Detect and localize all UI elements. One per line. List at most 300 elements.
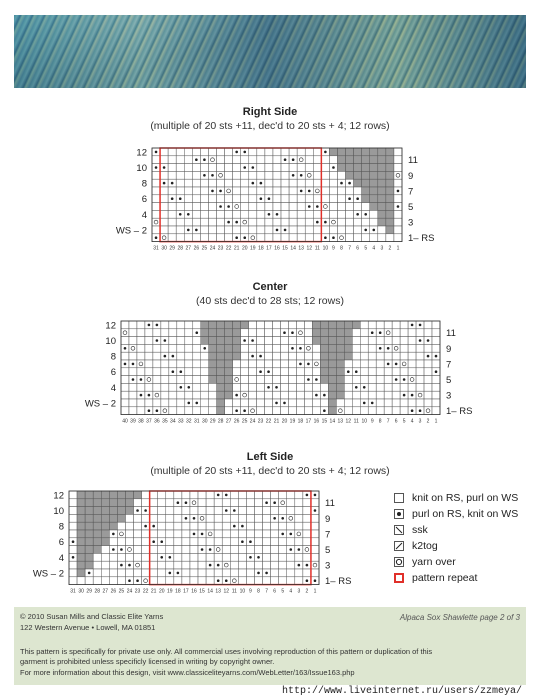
stitch-cell	[69, 561, 77, 569]
stitch-cell	[246, 569, 254, 577]
stitch-cell	[303, 530, 311, 538]
purl-dot-icon	[281, 517, 284, 520]
no-stitch-cell	[93, 499, 101, 507]
stitch-cell	[134, 530, 142, 538]
stitch-cell	[182, 530, 190, 538]
stitch-cell	[238, 507, 246, 515]
stitch-number: 13	[215, 588, 221, 595]
address: 122 Western Avenue • Lowell, MA 01851	[20, 623, 156, 632]
stitch-number: 12	[345, 418, 352, 425]
stitch-cell	[182, 577, 190, 585]
stitch-cell	[158, 577, 166, 585]
stitch-cell	[190, 569, 198, 577]
stitch-number: 2	[305, 588, 309, 595]
stitch-cell	[198, 538, 206, 546]
purl-dot-icon	[225, 579, 228, 582]
stitch-cell	[69, 522, 77, 530]
stitch-cell	[198, 569, 206, 577]
purl-dot-icon	[314, 579, 317, 582]
stitch-number: 4	[372, 245, 376, 252]
stitch-cell	[214, 569, 222, 577]
stitch-cell	[206, 491, 214, 499]
stitch-cell	[214, 538, 222, 546]
stitch-cell	[166, 491, 174, 499]
purl-dot-icon	[265, 501, 268, 504]
stitch-cell	[230, 553, 238, 561]
stitch-cell	[311, 538, 319, 546]
stitch-cell	[271, 561, 279, 569]
stitch-cell	[142, 553, 150, 561]
stitch-number: 14	[207, 588, 213, 595]
purl-dot-icon	[112, 533, 115, 536]
stitch-number: 17	[266, 245, 272, 252]
stitch-cell	[279, 522, 287, 530]
stitch-cell	[134, 561, 142, 569]
no-stitch-cell	[101, 491, 109, 499]
stitch-cell	[230, 514, 238, 522]
stitch-cell	[198, 491, 206, 499]
legend-item	[392, 506, 518, 522]
ssk-icon	[392, 525, 406, 535]
purl-dot-icon	[233, 509, 236, 512]
stitch-cell	[69, 514, 77, 522]
stitch-cell	[166, 522, 174, 530]
stitch-number: 30	[161, 245, 167, 252]
stitch-number: 7	[265, 588, 268, 595]
stitch-cell	[246, 561, 254, 569]
no-stitch-cell	[125, 507, 133, 515]
stitch-cell	[295, 538, 303, 546]
stitch-cell	[182, 538, 190, 546]
stitch-number: 7	[348, 245, 351, 252]
purl-dot-icon	[169, 556, 172, 559]
stitch-cell	[263, 561, 271, 569]
legend-label: ssk	[412, 524, 428, 536]
stitch-cell	[125, 530, 133, 538]
stitch-cell	[279, 553, 287, 561]
purl-dot-icon	[233, 525, 236, 528]
stitch-cell	[142, 561, 150, 569]
purl-dot-icon	[185, 501, 188, 504]
stitch-cell	[158, 530, 166, 538]
stitch-cell	[166, 499, 174, 507]
stitch-cell	[174, 530, 182, 538]
no-stitch-cell	[117, 499, 125, 507]
stitch-number: 25	[241, 418, 248, 425]
stitch-cell	[69, 569, 77, 577]
stitch-cell	[295, 522, 303, 530]
purl-dot-icon	[160, 556, 163, 559]
stitch-cell	[214, 530, 222, 538]
stitch-cell	[214, 514, 222, 522]
stitch-cell	[158, 569, 166, 577]
stitch-cell	[311, 530, 319, 538]
stitch-cell	[117, 530, 125, 538]
stitch-cell	[238, 514, 246, 522]
stitch-cell	[271, 538, 279, 546]
stitch-cell	[117, 577, 125, 585]
stitch-cell	[134, 538, 142, 546]
no-stitch-cell	[134, 491, 142, 499]
no-stitch-cell	[93, 491, 101, 499]
stitch-cell	[238, 569, 246, 577]
no-stitch-cell	[77, 561, 85, 569]
row-label: 10	[53, 506, 64, 517]
stitch-cell	[150, 514, 158, 522]
stitch-cell	[206, 507, 214, 515]
stitch-number: 17	[183, 588, 189, 595]
stitch-cell	[254, 499, 262, 507]
purl-dot-icon	[257, 572, 260, 575]
stitch-cell	[311, 514, 319, 522]
stitch-number: 13	[337, 418, 344, 425]
purl-dot-icon	[152, 540, 155, 543]
more-info: For more information about this design, visit www.classiceliteyarns.com/WebLetter/163/Issue163.php	[20, 668, 355, 677]
stitch-cell	[254, 577, 262, 585]
stitch-cell	[279, 538, 287, 546]
stitch-cell	[271, 569, 279, 577]
legend-label: purl on RS, knit on WS	[412, 508, 519, 520]
stitch-cell	[206, 514, 214, 522]
stitch-cell	[190, 553, 198, 561]
stitch-cell	[182, 507, 190, 515]
stitch-number: 40	[122, 418, 128, 425]
stitch-cell	[303, 499, 311, 507]
stitch-number: 28	[177, 245, 184, 252]
row-label: 6	[110, 367, 116, 379]
purl-dot-icon	[177, 572, 180, 575]
row-label: WS – 2	[32, 568, 64, 580]
stitch-cell	[238, 553, 246, 561]
row-label: 5	[446, 375, 452, 386]
stitch-cell	[109, 577, 117, 585]
stitch-cell	[174, 507, 182, 515]
purl-dot-icon	[314, 494, 317, 497]
stitch-cell	[311, 522, 319, 530]
stitch-number: 20	[281, 418, 288, 425]
stitch-number: 28	[94, 588, 101, 595]
no-stitch-cell	[117, 514, 125, 522]
purl-dot-icon	[209, 548, 212, 551]
stitch-cell	[93, 553, 101, 561]
purl-dot-icon	[249, 556, 252, 559]
no-stitch-cell	[117, 507, 125, 515]
stitch-cell	[198, 522, 206, 530]
copyright: © 2010 Susan Mills and Classic Elite Yarns	[20, 612, 164, 621]
stitch-cell	[230, 499, 238, 507]
stitch-cell	[295, 514, 303, 522]
stitch-number: 3	[297, 588, 301, 595]
stitch-cell	[295, 507, 303, 515]
purl-dot-icon	[273, 501, 276, 504]
stitch-cell	[182, 491, 190, 499]
row-label: 3	[446, 390, 452, 402]
stitch-cell	[311, 499, 319, 507]
stitch-number: 31	[153, 245, 159, 252]
purl-dot-icon	[298, 564, 301, 567]
legend-label: yarn over	[412, 556, 456, 568]
stitch-cell	[174, 553, 182, 561]
stitch-cell	[190, 577, 198, 585]
purl-dot-icon	[225, 509, 228, 512]
stitch-cell	[150, 569, 158, 577]
stitch-cell	[279, 491, 287, 499]
legend-item	[392, 522, 518, 538]
stitch-cell	[238, 499, 246, 507]
stitch-cell	[190, 546, 198, 554]
stitch-cell	[198, 553, 206, 561]
no-stitch-cell	[109, 499, 117, 507]
stitch-number: 6	[273, 588, 277, 595]
stitch-cell	[254, 522, 262, 530]
no-stitch-cell	[77, 538, 85, 546]
stitch-number: 15	[321, 418, 328, 425]
stitch-number: 5	[402, 418, 406, 425]
stitch-number: 14	[329, 418, 336, 425]
no-stitch-cell	[85, 530, 93, 538]
stitch-number: 12	[223, 588, 230, 595]
stitch-cell	[246, 514, 254, 522]
stitch-cell	[238, 546, 246, 554]
stitch-cell	[182, 546, 190, 554]
stitch-cell	[101, 561, 109, 569]
stitch-cell	[125, 538, 133, 546]
stitch-cell	[182, 553, 190, 561]
stitch-number: 35	[162, 418, 168, 425]
row-label: 5	[325, 545, 331, 556]
stitch-number: 13	[298, 245, 304, 252]
purl-dot-icon	[249, 540, 252, 543]
purl-dot-icon	[144, 509, 147, 512]
stitch-cell	[214, 507, 222, 515]
stitch-number: 4	[289, 588, 293, 595]
stitch-cell	[287, 491, 295, 499]
no-stitch-cell	[77, 546, 85, 554]
stitch-cell	[142, 538, 150, 546]
no-stitch-cell	[117, 491, 125, 499]
no-stitch-cell	[85, 522, 93, 530]
purl-dot-icon	[152, 525, 155, 528]
stitch-cell	[263, 507, 271, 515]
stitch-cell	[77, 577, 85, 585]
stitch-cell	[150, 499, 158, 507]
stitch-number: 24	[126, 588, 133, 595]
stitch-cell	[166, 546, 174, 554]
no-stitch-cell	[85, 538, 93, 546]
stitch-cell	[150, 553, 158, 561]
stitch-number: 34	[170, 418, 176, 425]
stitch-cell	[150, 530, 158, 538]
row-label: 11	[325, 498, 335, 510]
stitch-cell	[150, 507, 158, 515]
stitch-cell	[214, 499, 222, 507]
stitch-cell	[150, 491, 158, 499]
purl-dot-icon	[72, 540, 75, 543]
stitch-number: 26	[233, 418, 240, 425]
row-label: 8	[58, 521, 64, 533]
purl-dot-icon	[217, 494, 220, 497]
stitch-number: 26	[110, 588, 117, 595]
purl-dot-icon	[201, 548, 204, 551]
stitch-cell	[254, 538, 262, 546]
stitch-cell	[158, 561, 166, 569]
purl-dot-icon	[193, 517, 196, 520]
no-stitch-cell	[85, 514, 93, 522]
legend-item	[392, 490, 518, 506]
stitch-cell	[158, 522, 166, 530]
stitch-cell	[222, 569, 230, 577]
stitch-cell	[174, 577, 182, 585]
stitch-cell	[287, 514, 295, 522]
stitch-cell	[246, 507, 254, 515]
stitch-cell	[166, 538, 174, 546]
stitch-number: 9	[249, 588, 252, 595]
purl-dot-icon	[265, 572, 268, 575]
stitch-cell	[174, 561, 182, 569]
stitch-number: 33	[178, 418, 184, 425]
row-label: 3	[325, 560, 331, 572]
purl-dot-icon	[169, 572, 172, 575]
stitch-cell	[230, 577, 238, 585]
stitch-number: 9	[370, 418, 374, 425]
no-stitch-cell	[109, 514, 117, 522]
stitch-cell	[174, 546, 182, 554]
stitch-cell	[109, 553, 117, 561]
stitch-cell	[279, 499, 287, 507]
stitch-cell	[158, 499, 166, 507]
stitch-number: 30	[201, 418, 208, 425]
row-label: 12	[105, 320, 116, 332]
purl-dot-icon	[241, 540, 244, 543]
stitch-number: 25	[201, 245, 208, 252]
stitch-cell	[279, 577, 287, 585]
stitch-cell	[303, 522, 311, 530]
stitch-cell	[69, 499, 77, 507]
stitch-number: 5	[281, 588, 285, 595]
stitch-cell	[182, 561, 190, 569]
stitch-number: 6	[356, 245, 360, 252]
row-label: 9	[408, 170, 414, 182]
no-stitch-cell	[85, 561, 93, 569]
stitch-number: 17	[305, 418, 312, 425]
stitch-cell	[125, 569, 133, 577]
legend-item	[392, 554, 518, 570]
legend-item	[392, 538, 518, 554]
row-label: 7	[446, 359, 452, 371]
purl-dot-icon	[314, 509, 317, 512]
stitch-number: 38	[138, 418, 144, 425]
stitch-cell	[254, 561, 262, 569]
stitch-cell	[182, 522, 190, 530]
stitch-cell	[295, 499, 303, 507]
stitch-cell	[142, 569, 150, 577]
stitch-cell	[166, 561, 174, 569]
yarn-over-icon	[392, 557, 406, 567]
stitch-cell	[206, 522, 214, 530]
stitch-number: 23	[134, 588, 141, 595]
row-label: 6	[141, 194, 147, 206]
stitch-cell	[303, 514, 311, 522]
stitch-number: 29	[86, 588, 92, 595]
stitch-cell	[109, 538, 117, 546]
no-stitch-cell	[101, 538, 109, 546]
stitch-number: 29	[209, 418, 216, 425]
stitch-number: 15	[199, 588, 205, 595]
stitch-cell	[134, 514, 142, 522]
purl-dot-icon	[209, 564, 212, 567]
purl-dot-icon	[160, 540, 163, 543]
stitch-cell	[295, 530, 303, 538]
stitch-cell	[174, 491, 182, 499]
stitch-cell	[214, 546, 222, 554]
no-stitch-cell	[93, 514, 101, 522]
purl-dot-icon	[120, 564, 123, 567]
purl-dot-icon	[185, 517, 188, 520]
stitch-cell	[125, 514, 133, 522]
stitch-number: 29	[169, 245, 175, 252]
stitch-cell	[271, 577, 279, 585]
no-stitch-cell	[77, 522, 85, 530]
stitch-cell	[222, 514, 230, 522]
purl-dot-icon	[128, 579, 131, 582]
stitch-cell	[198, 499, 206, 507]
stitch-cell	[230, 561, 238, 569]
stitch-number: 16	[313, 418, 320, 425]
usage-notice: This pattern is specifically for private use only. All commercial uses involving reproduction of this pattern or duplication of this	[20, 647, 433, 656]
stitch-cell	[254, 507, 262, 515]
purl-dot-icon	[217, 579, 220, 582]
stitch-cell	[142, 530, 150, 538]
no-stitch-cell	[77, 530, 85, 538]
stitch-cell	[222, 561, 230, 569]
row-label: 6	[58, 537, 64, 549]
stitch-cell	[279, 569, 287, 577]
stitch-cell	[134, 499, 142, 507]
stitch-number: 28	[217, 418, 224, 425]
stitch-cell	[238, 577, 246, 585]
stitch-cell	[279, 546, 287, 554]
no-stitch-cell	[101, 514, 109, 522]
stitch-cell	[125, 522, 133, 530]
no-stitch-cell	[101, 522, 109, 530]
stitch-number: 14	[290, 245, 296, 252]
stitch-cell	[287, 561, 295, 569]
purl-dot-icon	[306, 579, 309, 582]
purl-dot-icon	[273, 517, 276, 520]
purl-dot-icon	[241, 525, 244, 528]
stitch-number: 22	[142, 588, 149, 595]
stitch-cell	[198, 577, 206, 585]
stitch-cell	[271, 553, 279, 561]
no-stitch-cell	[93, 538, 101, 546]
purl-dot-icon	[128, 564, 131, 567]
legend-item	[392, 570, 518, 586]
stitch-cell	[246, 499, 254, 507]
stitch-number: 18	[258, 245, 264, 252]
purl-dot-icon	[112, 548, 115, 551]
stitch-number: 36	[154, 418, 160, 425]
stitch-cell	[254, 514, 262, 522]
stitch-cell	[287, 553, 295, 561]
stitch-cell	[69, 491, 77, 499]
stitch-number: 11	[231, 588, 237, 595]
stitch-cell	[206, 530, 214, 538]
stitch-cell	[158, 491, 166, 499]
purl-dot-icon	[289, 533, 292, 536]
row-label: 7	[408, 186, 414, 198]
stitch-number: 8	[257, 588, 260, 595]
watermark-url: http://www.liveinternet.ru/users/zzmeya/	[281, 686, 522, 697]
